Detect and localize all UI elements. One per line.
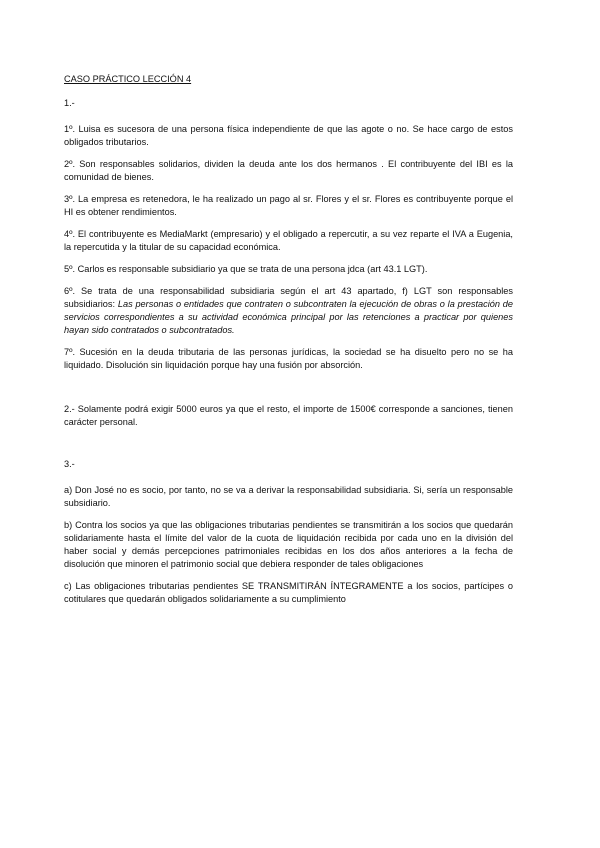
paragraph-1-5: 5º. Carlos es responsable subsidiario ya que se trata de una persona jdca (art 43.1 LGT). <box>64 264 428 274</box>
paragraph-3-c: c) Las obligaciones tributarias pendientes SE TRANSMITIRÁN ÍNTEGRAMENTE a los socios, partícipes o cotitulares que quedarán obligados solidariamente a su cumplimiento <box>64 581 513 604</box>
section-3-number: 3.- <box>64 459 75 469</box>
document-content <box>64 73 513 606</box>
paragraph-1-6-intro: 6º. Se trata de una responsabilidad subsidiaria según el art 43 apartado, f) LGT son responsables subsidiarios: <box>64 286 513 309</box>
section-1-number: 1.- <box>64 98 75 108</box>
paragraph-1-6 <box>64 285 513 337</box>
paragraph-3-a: a) Don José no es socio, por tanto, no se va a derivar la responsabilidad subsidiaria. Si, sería un responsable subsidiario. <box>64 485 513 508</box>
section-2-paragraph: 2.- Solamente podrá exigir 5000 euros ya que el resto, el importe de 1500€ corresponde a sanciones, tienen carácter personal. <box>64 404 513 427</box>
document-title: CASO PRÁCTICO LECCIÓN 4 <box>64 74 192 84</box>
paragraph-1-2: 2º. Son responsables solidarios, dividen la deuda ante los dos hermanos . El contribuyente del IBI es la comunidad de bienes. <box>64 159 513 182</box>
paragraph-1-4: 4º. El contribuyente es MediaMarkt (empresario) y el obligado a repercutir, a su vez reparte el IVA a Eugenia, la repercutida y la titular de su capacidad económica. <box>64 229 513 252</box>
paragraph-1-1: 1º. Luisa es sucesora de una persona física independiente de que las agote o no. Se hace cargo de estos obligados tributarios. <box>64 124 513 147</box>
paragraph-1-6-quote: Las personas o entidades que contraten o subcontraten la ejecución de obras o la prestación de servicios correspondientes a su actividad económica principal por las retenciones a practicar por quienes hayan sido contratados o subcontratados. <box>64 299 513 335</box>
paragraph-3-b: b) Contra los socios ya que las obligaciones tributarias pendientes se transmitirán a los socios que quedarán solidariamente hasta el límite del valor de la cuota de liquidación recibida por cada uno en la división del haber social y demás percepciones patrimoniales recibidas en los dos años anteriores a la fecha de disolución que minoren el patrimonio social que debiera responder de tales obligaciones <box>64 520 513 569</box>
paragraph-1-3: 3º. La empresa es retenedora, le ha realizado un pago al sr. Flores y el sr. Flores es contribuyente porque el HI es obtener rendimientos. <box>64 194 513 217</box>
paragraph-1-7: 7º. Sucesión en la deuda tributaria de las personas jurídicas, la sociedad se ha disuelto pero no se ha liquidado. Disolución sin liquidación porque hay una fusión por absorción. <box>64 347 513 370</box>
